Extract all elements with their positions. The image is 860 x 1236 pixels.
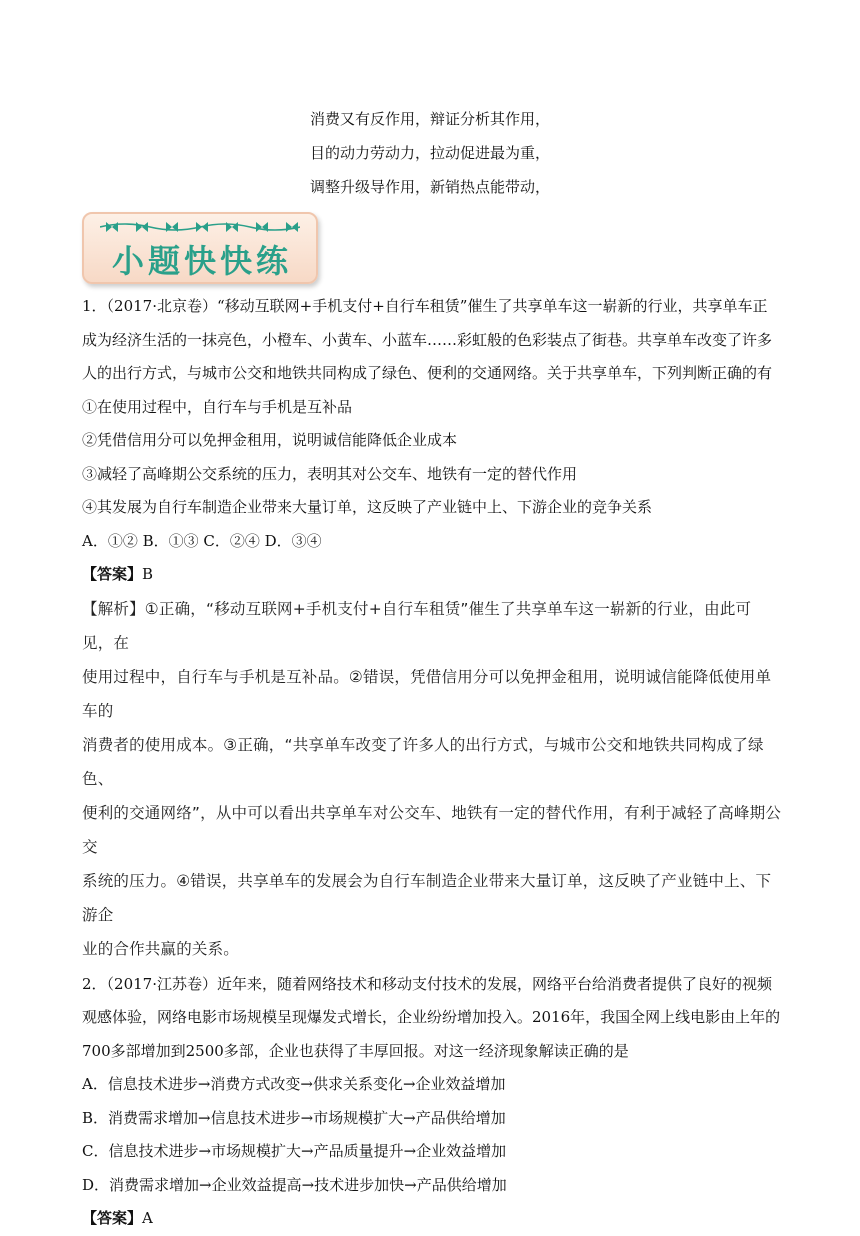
answer-value: A	[142, 1209, 153, 1227]
poem	[0, 102, 860, 204]
question-text-line: 700多部增加到2500多部，企业也获得了丰厚回报。对这一经济现象解读正确的是	[82, 1041, 629, 1060]
answer-options: A．①② B．①③ C．②④ D．③④	[82, 531, 322, 550]
statement-item: ②凭借信用分可以免押金租用，说明诚信能降低企业成本	[82, 431, 458, 449]
poem-line: 调整升级导作用，新销热点能带动，	[309, 178, 550, 196]
question-text-line: 人的出行方式，与城市公交和地铁共同构成了绿色、便利的交通网络。关于共享单车，下列判断正确的有	[82, 364, 773, 382]
analysis-line: 消费者的使用成本。③正确，“共享单车改变了许多人的出行方式，与城市公交和地铁共同构成了绿色、	[82, 735, 764, 788]
question-2	[82, 968, 782, 1236]
statement-item: ③减轻了高峰期公交系统的压力，表明其对公交车、地铁有一定的替代作用	[82, 464, 578, 483]
question-1	[82, 290, 782, 966]
analysis-line: 【解析】①正确，“移动互联网+手机支付+自行车租赁”催生了共享单车这一崭新的行业，由此可见，在	[82, 599, 752, 652]
answer	[82, 1202, 782, 1236]
question-text-line: 1．（2017·北京卷）“移动互联网+手机支付+自行车租赁”催生了共享单车这一崭新的行业，共享单车正	[82, 297, 768, 315]
banner-title: 小题快快练	[111, 242, 292, 280]
answer	[82, 558, 782, 592]
option-b: B．消费需求增加→信息技术进步→市场规模扩大→产品供给增加	[82, 1108, 506, 1127]
statement-item: ①在使用过程中，自行车与手机是互补品	[82, 397, 353, 416]
poem-line: 目的动力劳动力，拉动促进最为重，	[309, 144, 550, 162]
analysis-line: 系统的压力。④错误，共享单车的发展会为自行车制造企业带来大量订单，这反映了产业链中上、下游企	[82, 871, 772, 924]
option-d: D．消费需求增加→企业效益提高→技术进步加快→产品供给增加	[82, 1175, 507, 1194]
question-text-line: 成为经济生活的一抹亮色，小橙车、小黄车、小蓝车……彩虹般的色彩装点了街巷。共享单车改变了许多	[82, 330, 773, 349]
statement-item: ④其发展为自行车制造企业带来大量订单，这反映了产业链中上、下游企业的竞争关系	[82, 498, 653, 516]
analysis-line: 使用过程中，自行车与手机是互补品。②错误，凭借信用分可以免押金租用，说明诚信能降低使用单车的	[82, 667, 772, 720]
answer-label: 【答案】	[82, 1209, 143, 1227]
section-banner	[82, 212, 318, 284]
question-text-line: 2．（2017·江苏卷）近年来，随着网络技术和移动支付技术的发展，网络平台给消费者提供了良好的视频	[82, 974, 772, 993]
answer-value: B	[142, 565, 154, 583]
analysis-block	[82, 592, 782, 966]
option-c: C．信息技术进步→市场规模扩大→产品质量提升→企业效益增加	[82, 1142, 507, 1160]
option-a: A．信息技术进步→消费方式改变→供求关系变化→企业效益增加	[82, 1075, 506, 1093]
analysis-line: 便利的交通网络”，从中可以看出共享单车对公交车、地铁有一定的替代作用，有利于减轻了高峰期公交	[82, 803, 782, 856]
analysis-line: 业的合作共赢的关系。	[82, 939, 240, 958]
ribbon-bow-icon	[100, 220, 300, 234]
poem-line: 消费又有反作用，辩证分析其作用，	[309, 110, 550, 128]
questions	[82, 290, 782, 1236]
answer-label: 【答案】	[82, 565, 143, 583]
question-text-line: 观感体验，网络电影市场规模呈现爆发式增长，企业纷纷增加投入。2016年，我国全网上线电影由上年的	[82, 1008, 781, 1026]
